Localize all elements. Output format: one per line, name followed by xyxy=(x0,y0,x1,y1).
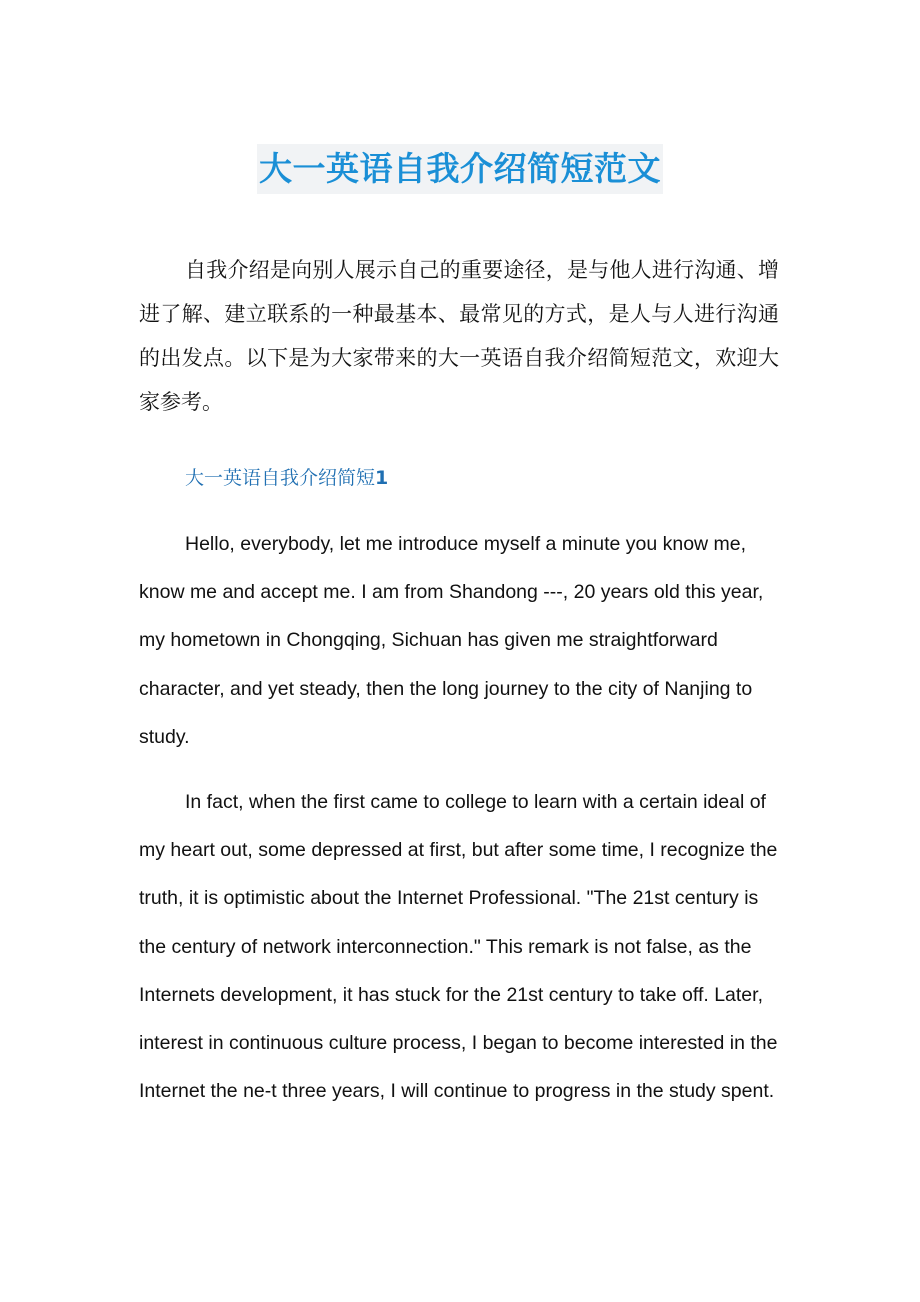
title-container xyxy=(0,122,920,216)
intro-paragraph: 自我介绍是向别人展示自己的重要途径，是与他人进行沟通、增进了解、建立联系的一种最基本、最常见的方式，是人与人进行沟通的出发点。以下是为大家带来的大一英语自我介绍简短范文，欢迎大家参考。 xyxy=(139,258,779,414)
body-paragraph-1: Hello, everybody, let me introduce myself a minute you know me, know me and accept me. I am from Shandong ---, 20 years old this year, my hometown in Chongqing, Sichuan has given me straightforward character, and yet steady, then the long journey to the city of Nanjing to study. xyxy=(139,533,764,748)
section-number: 1 xyxy=(375,467,389,489)
section-heading xyxy=(185,462,388,494)
page-title: 大一英语自我介绍简短范文 xyxy=(257,144,663,194)
section-heading-text: 大一英语自我介绍简短 xyxy=(185,467,376,489)
body-paragraph-2: In fact, when the first came to college to learn with a certain ideal of my heart out, some depressed at first, but after some time, I recognize the truth, it is optimistic about the Internet Professional. "The 21st century is the century of network interconnection." This remark is not false, as the Internets development, it has stuck for the 21st century to take off. Later, interest in continuous culture process, I began to become interested in the Internet the ne-t three years, I will continue to progress in the study spent. xyxy=(139,791,778,1103)
